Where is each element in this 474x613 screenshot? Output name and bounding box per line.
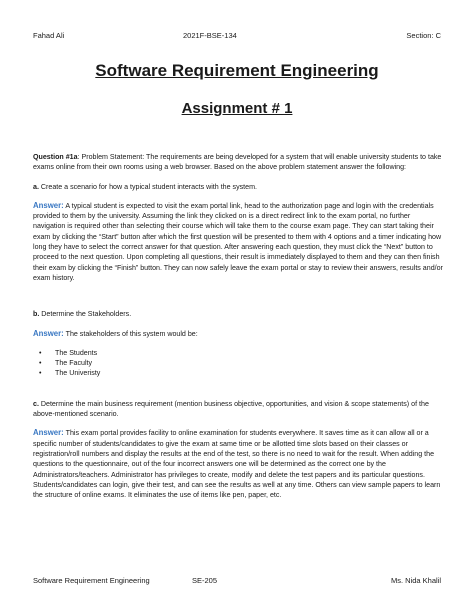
footer-instructor: Ms. Nida Khalil <box>390 576 441 585</box>
document-body <box>33 152 443 500</box>
question-text: : Problem Statement: The requirements are being developed for a system that will enable university students to take exams online from their own rooms using a web browser. Based on the above problem statement answer the following: <box>33 153 442 172</box>
part-a-answer <box>33 201 443 283</box>
question-label: Question #1a <box>33 153 78 161</box>
part-a-label: a. <box>33 182 39 191</box>
part-a-answer-text: A typical student is expected to visit the exam portal link, head to the authorization page and login with the credentials provided to them by the university. Assuming the link they clicked on is a direct redirect link to the exam portal, no further navigation is required other than selecting their course which will take them to the course exam page. They can start taking their exam by clicking the “Start” button after which the first question will be presented to them with 4 options and a timer indicating how long they have to select the correct answer for that question. After answering each question, they must click the “Next” button to proceed to the next question. Upon completing all questions, their result is immediately displayed to them and they can then finish their exam by clicking the “Finish” button. They can now safely leave the exam portal or stay to review their answers, results and/or exam history. <box>33 201 443 282</box>
part-c-answer <box>33 428 443 500</box>
part-b-text: Determine the Stakeholders. <box>39 310 132 319</box>
student-name: Fahad Ali <box>33 31 65 40</box>
part-a-text: Create a scenario for how a typical student interacts with the system. <box>38 182 257 191</box>
footer-course: Software Requirement Engineering <box>33 576 150 585</box>
part-c-answer-text: This exam portal provides facility to online examination for students everywhere. It saves time as it can allow all or a specific number of students/candidates to give the exam at same time or be allotted time slots based on their classes or registration/roll numbers and display the results at the end of the test, so there is no need to wait for the result. When adding the questions to the questionnaire, out of the four incorrect answers one will be determined as the correct one by the Administrators/teachers. Administrator has privileges to create, modify and delete the test papers and its particular questions. Students/candidates can login, give their test, and can see the results as well at any time. Others can view sample papers to learn the structure of online exams. It eliminates the use of items like pen, paper, etc. <box>33 429 441 500</box>
part-b-label: b. <box>33 310 40 319</box>
part-c-text: Determine the main business requirement (mention business objective, opportunities, and vision & scope statements) of the above-mentioned scenario. <box>33 399 429 419</box>
part-c-label: c. <box>33 399 39 408</box>
part-b-question <box>33 309 443 319</box>
footer-course-code: SE-205 <box>192 576 218 585</box>
part-b-answer <box>33 329 443 339</box>
assignment-title: Assignment # 1 <box>181 100 293 117</box>
stakeholder-list <box>33 348 443 379</box>
registration-number: 2021F-BSE-134 <box>183 31 237 40</box>
section-label: Section: C <box>406 31 441 40</box>
part-c-question <box>33 399 443 420</box>
list-item: • The Univeristy <box>33 368 443 378</box>
answer-label: Answer: <box>33 428 64 438</box>
part-a-question <box>33 182 443 192</box>
part-b-answer-text: The stakeholders of this system would be: <box>63 329 198 338</box>
list-item: • The Faculty <box>33 358 443 368</box>
answer-label: Answer: <box>33 328 64 338</box>
question-paragraph <box>33 152 443 173</box>
list-item: • The Students <box>33 348 443 358</box>
document-title: Software Requirement Engineering <box>95 61 379 80</box>
answer-label: Answer: <box>33 200 64 210</box>
